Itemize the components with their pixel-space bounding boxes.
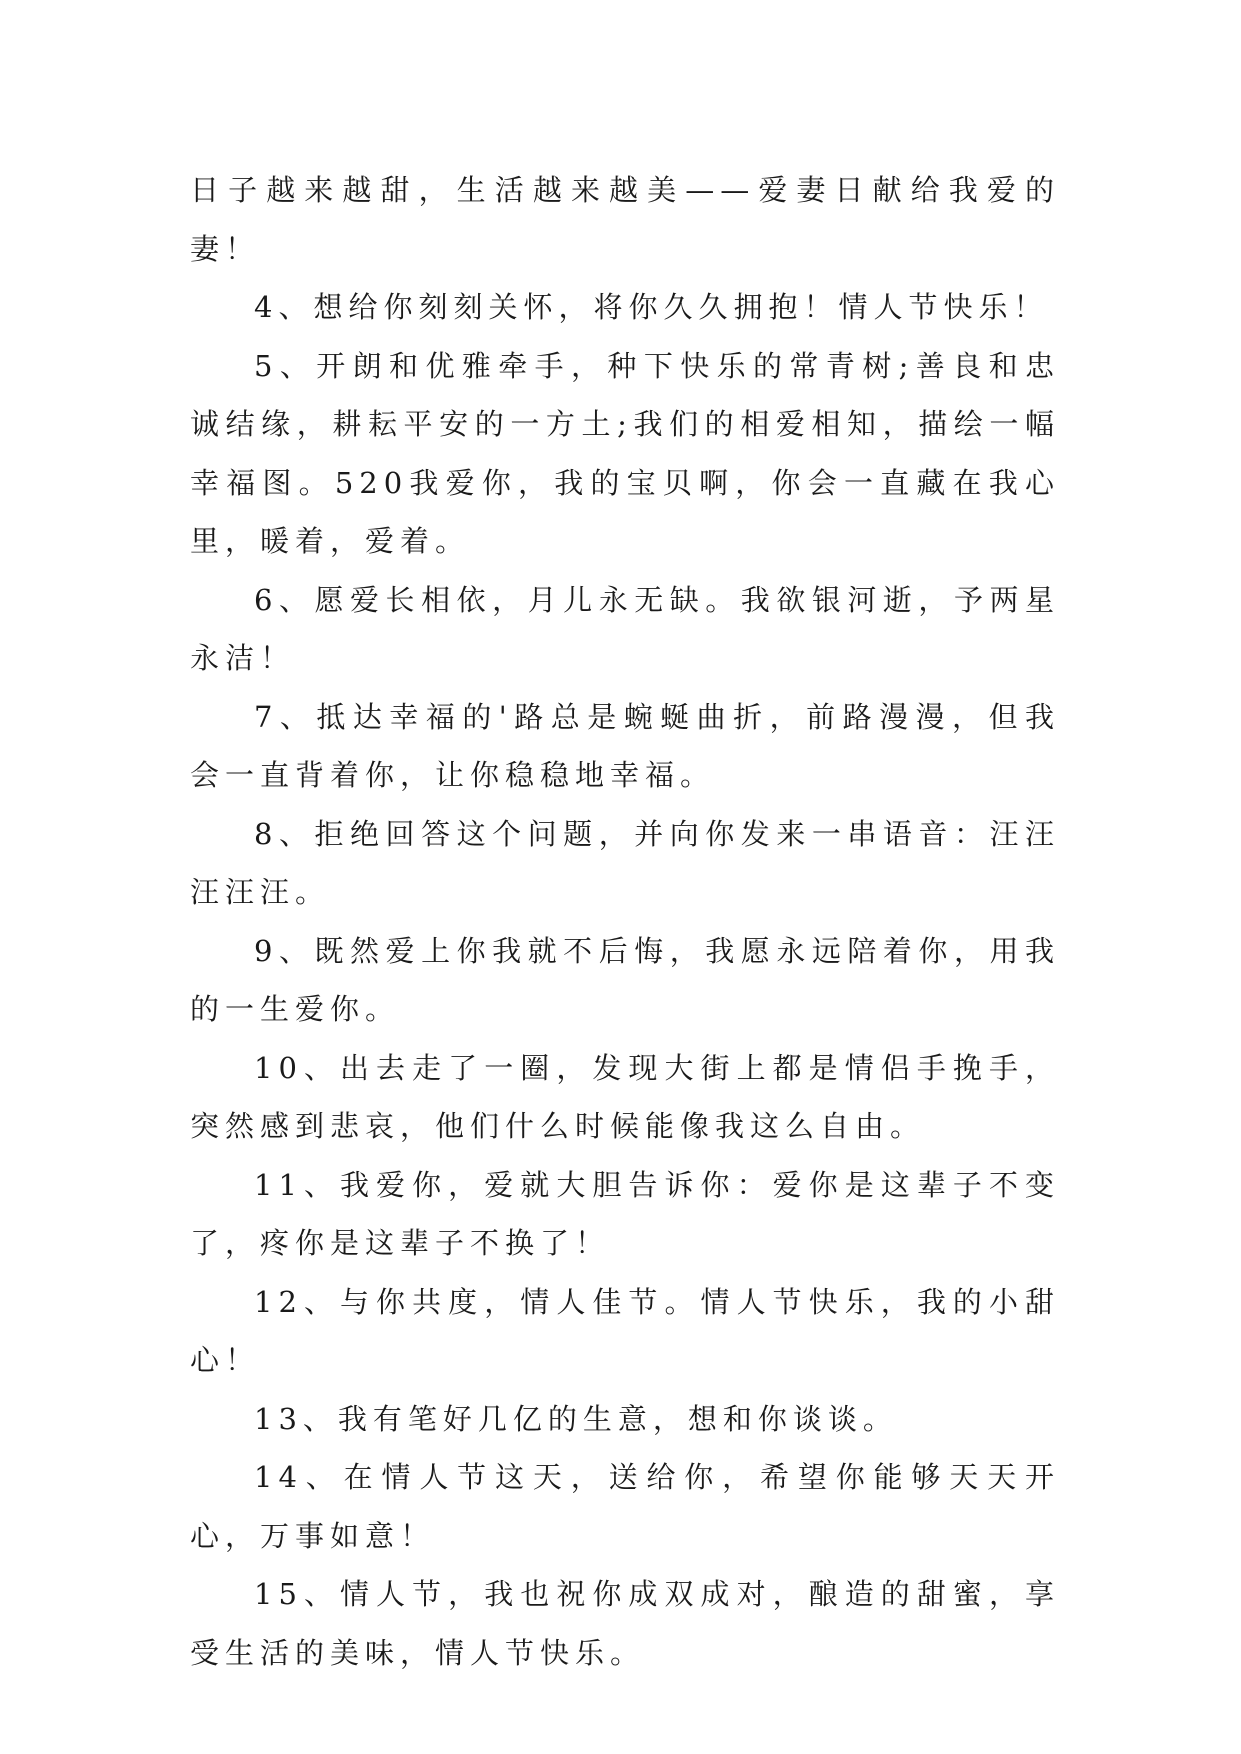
paragraph: 6、愿爱长相依，月儿永无缺。我欲银河逝，予两星永洁！ (190, 582, 1060, 675)
paragraph: 8、拒绝回答这个问题，并向你发来一串语音：汪汪汪汪汪。 (190, 816, 1060, 909)
paragraph: 14、在情人节这天，送给你，希望你能够天天开心，万事如意！ (190, 1460, 1060, 1553)
paragraph: 15、情人节，我也祝你成双成对，酿造的甜蜜，享受生活的美味，情人节快乐。 (190, 1577, 1060, 1670)
paragraph: 9、既然爱上你我就不后悔，我愿永远陪着你，用我的一生爱你。 (190, 933, 1060, 1026)
paragraph: 13、我有笔好几亿的生意，想和你谈谈。 (254, 1401, 898, 1436)
paragraph: 日子越来越甜，生活越来越美——爱妻日献给我爱的妻！ (190, 173, 1060, 266)
paragraph: 10、出去走了一圈，发现大街上都是情侣手挽手，突然感到悲哀，他们什么时候能像我这么自由。 (190, 1050, 1060, 1143)
document-body (190, 161, 1060, 1682)
paragraph: 4、想给你刻刻关怀，将你久久拥抱！情人节快乐！ (254, 290, 1049, 324)
paragraph: 7、抵达幸福的'路总是蜿蜒曲折，前路漫漫，但我会一直背着你，让你稳稳地幸福。 (190, 699, 1060, 792)
paragraph: 12、与你共度，情人佳节。情人节快乐，我的小甜心！ (190, 1284, 1060, 1377)
paragraph: 5、开朗和优雅牵手，种下快乐的常青树;善良和忠诚结缘，耕耘平安的一方土;我们的相爱相知，描绘一幅幸福图。520我爱你，我的宝贝啊，你会一直藏在我心里，暖着，爱着。 (190, 348, 1060, 558)
paragraph: 11、我爱你，爱就大胆告诉你：爱你是这辈子不变了，疼你是这辈子不换了！ (190, 1167, 1060, 1260)
